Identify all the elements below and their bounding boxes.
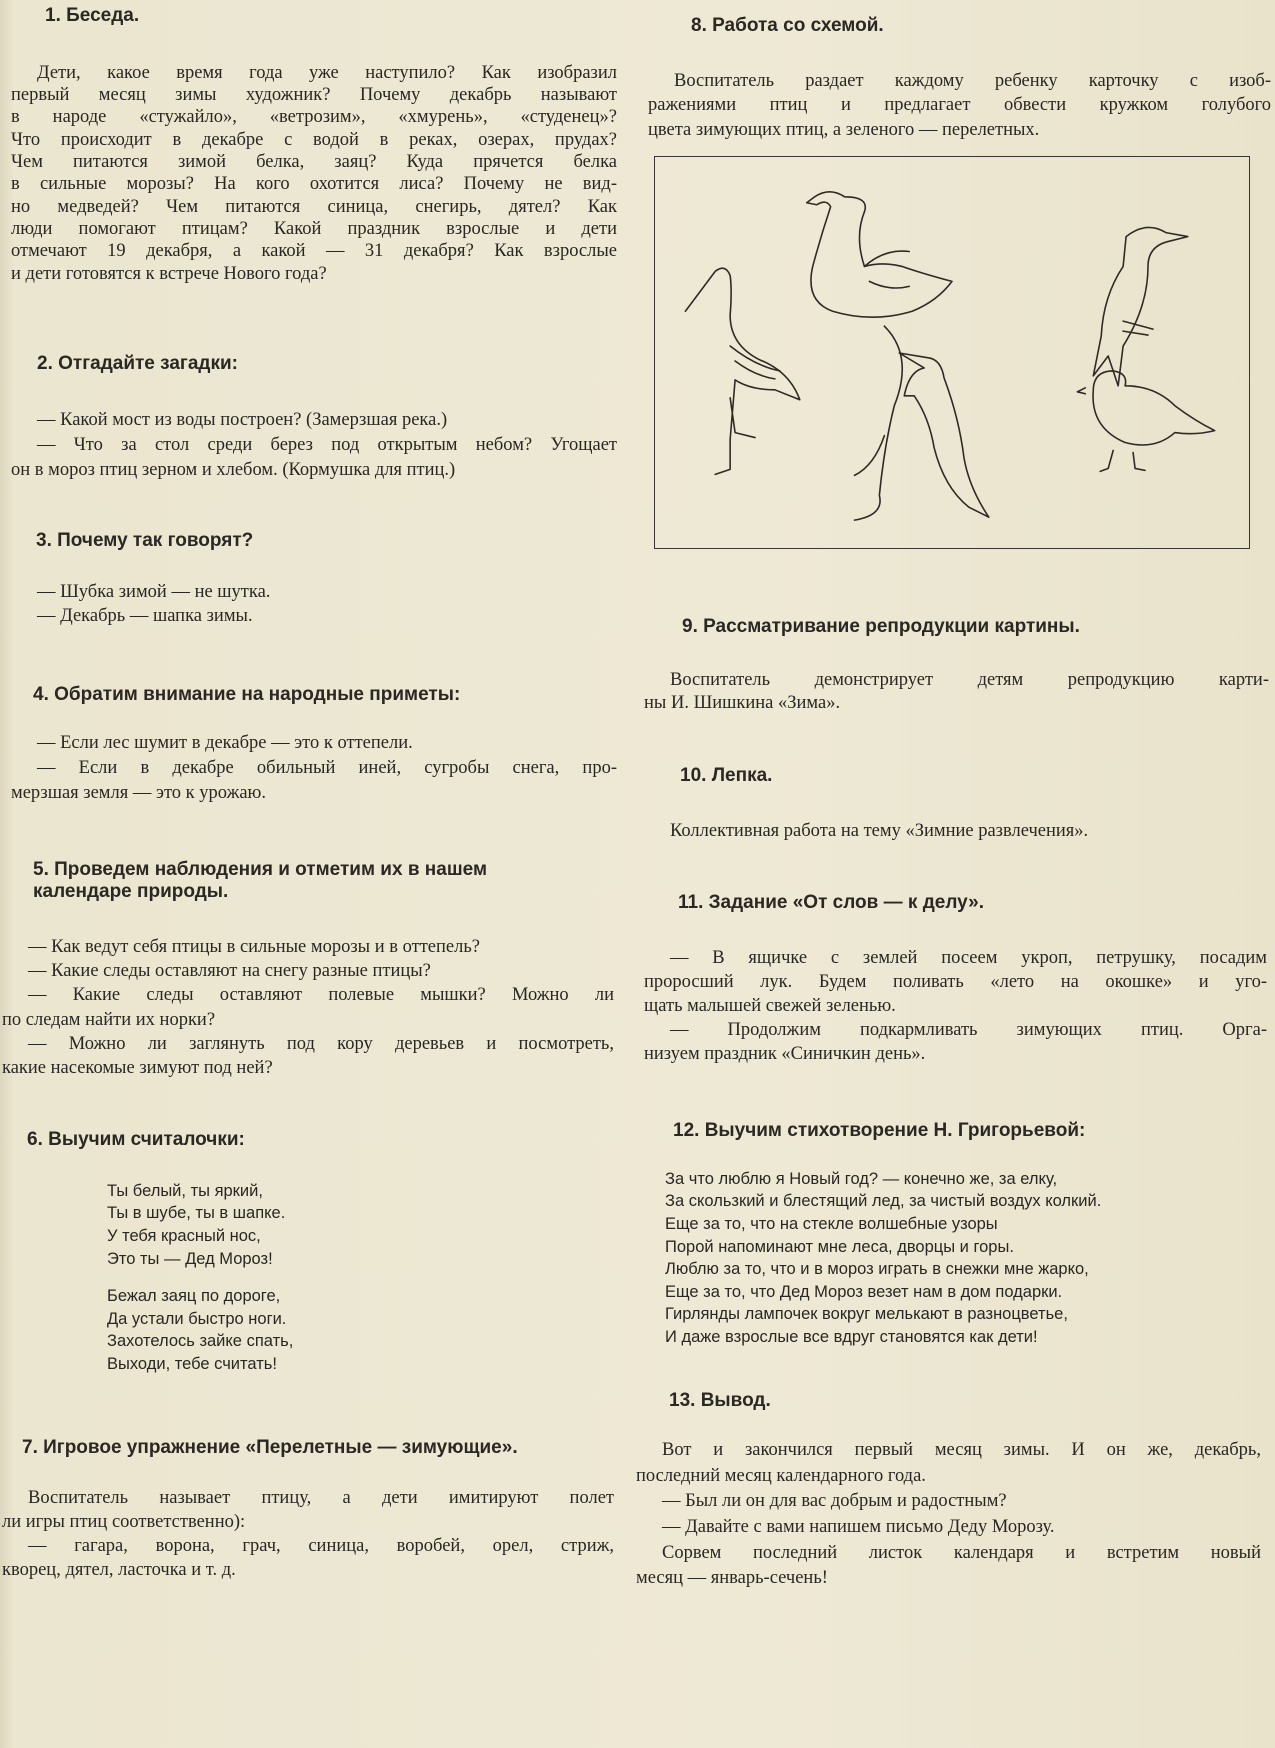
poem-line: У тебя красный нос, xyxy=(107,1226,261,1245)
section-heading: календаре природы. xyxy=(33,881,229,902)
paragraph-line: щать малышей свежей зеленью. xyxy=(644,996,896,1016)
paragraph-line: проросший лук. Будем поливать «лето на окошке» и уго- xyxy=(644,972,1267,992)
paragraph-line: Воспитатель демонстрирует детям репродукцию карти- xyxy=(670,669,1269,690)
section-heading: 3. Почему так говорят? xyxy=(36,530,254,551)
section-heading: 6. Выучим считалочки: xyxy=(27,1129,245,1150)
paragraph-line: — Какие следы оставляют полевые мышки? Можно ли xyxy=(28,985,614,1006)
paragraph-line: он в мороз птиц зерном и хлебом. (Кормушка для птиц.) xyxy=(11,459,456,480)
birds-drawing xyxy=(655,157,1249,548)
paragraph-line: — В ящичке с землей посеем укроп, петрушку, посадим xyxy=(670,948,1267,968)
paragraph-line: в народе «стужайло», «ветрозим», «хмурень», «студенец»? xyxy=(11,107,617,128)
poem-line: И даже взрослые все вдруг становятся как дети! xyxy=(665,1327,1038,1346)
paragraph-line: кворец, дятел, ласточка и т. д. xyxy=(2,1560,236,1580)
paragraph-line: — Как ведут себя птицы в сильные морозы и в оттепель? xyxy=(28,936,480,957)
paragraph-line: отмечают 19 декабря, а какой — 31 декабря? Как взрослые xyxy=(11,241,617,262)
section-heading: 4. Обратим внимание на народные приметы: xyxy=(33,684,461,705)
section-heading: 11. Задание «От слов — к делу». xyxy=(678,892,985,913)
paragraph-line: Воспитатель раздает каждому ребенку карточку с изоб- xyxy=(674,70,1271,91)
paragraph-line: первый месяц зимы художник? Почему декабрь называют xyxy=(11,85,617,106)
section-heading: 8. Работа со схемой. xyxy=(691,15,884,36)
paragraph-line: но медведей? Чем питаются синица, снегирь, дятел? Как xyxy=(11,196,617,217)
paragraph-line: — гагара, ворона, грач, синица, воробей, орел, стриж, xyxy=(28,1536,614,1556)
poem-line: Бежал заяц по дороге, xyxy=(107,1287,281,1306)
paragraph-line: в сильные морозы? На кого охотится лиса? Почему не вид- xyxy=(11,174,617,195)
paragraph-line: — Продолжим подкармливать зимующих птиц. Орга- xyxy=(670,1020,1267,1040)
poem-line: Еще за то, что на стекле волшебные узоры xyxy=(665,1214,998,1233)
paragraph-line: ражениями птиц и предлагает обвести кружком голубого xyxy=(648,95,1271,116)
section-heading: 1. Беседа. xyxy=(45,5,140,26)
woodpecker-drawing xyxy=(854,326,988,520)
poem-line: Выходи, тебе считать! xyxy=(107,1354,277,1373)
paragraph-line: ли игры птиц соответственно): xyxy=(2,1512,246,1532)
poem-line: За скользкий и блестящий лед, за чистый воздух колкий. xyxy=(665,1192,1102,1211)
paragraph-line: — Можно ли заглянуть под кору деревьев и посмотреть, xyxy=(28,1033,614,1054)
swan-drawing xyxy=(807,192,952,317)
paragraph-line: — Шубка зимой — не шутка. xyxy=(37,582,271,602)
paragraph-line: — Если лес шумит в декабре — это к оттепели. xyxy=(37,732,413,753)
section-heading: 13. Вывод. xyxy=(669,1390,771,1411)
crow-drawing xyxy=(1093,227,1188,385)
paragraph-line: Что происходит в декабре с водой в реках, озерах, прудах? xyxy=(11,129,617,150)
paragraph-line: последний месяц календарного года. xyxy=(636,1465,926,1486)
poem-line: Ты белый, ты яркий, xyxy=(107,1181,263,1200)
paragraph-line: — Декабрь — шапка зимы. xyxy=(37,606,253,626)
paragraph-line: Коллективная работа на тему «Зимние развлечения». xyxy=(670,821,1089,841)
paragraph-line: по следам найти их норки? xyxy=(2,1009,216,1030)
paragraph-line: мерзшая земля — это к урожаю. xyxy=(11,782,267,803)
poem-line: Люблю за то, что и в мороз играть в снежки мне жарко, xyxy=(665,1260,1089,1279)
paragraph-line: — Был ли он для вас добрым и радостным? xyxy=(662,1491,1007,1512)
paragraph-line: ны И. Шишкина «Зима». xyxy=(644,692,841,713)
paragraph-line: — Если в декабре обильный иней, сугробы снега, про- xyxy=(37,757,617,778)
paragraph-line: цвета зимующих птиц, а зеленого — перелетных. xyxy=(648,119,1040,140)
section-heading: 12. Выучим стихотворение Н. Григорьевой: xyxy=(673,1120,1086,1141)
section-heading: 7. Игровое упражнение «Перелетные — зимующие». xyxy=(22,1437,518,1458)
poem-line: Захотелось зайке спать, xyxy=(107,1332,294,1351)
section-heading: 10. Лепка. xyxy=(680,765,773,786)
poem-line: Гирлянды лампочек вокруг мелькают в разноцветье, xyxy=(665,1305,1068,1324)
paragraph-line: Чем питаются зимой белка, заяц? Куда прячется белка xyxy=(11,152,617,173)
birds-card-illustration xyxy=(654,156,1250,549)
poem-line: Ты в шубе, ты в шапке. xyxy=(107,1204,286,1223)
paragraph-line: — Давайте с вами напишем письмо Деду Морозу. xyxy=(662,1517,1055,1537)
section-heading: 2. Отгадайте загадки: xyxy=(37,353,238,374)
paragraph-line: — Какие следы оставляют на снегу разные птицы? xyxy=(28,961,431,982)
poem-line: Это ты — Дед Мороз! xyxy=(107,1249,273,1268)
paragraph-line: Сорвем последний листок календаря и встретим новый xyxy=(662,1542,1261,1563)
paragraph-line: люди помогают птицам? Какой праздник взрослые и дети xyxy=(11,218,617,239)
paragraph-line: какие насекомые зимуют под ней? xyxy=(2,1057,273,1078)
paragraph-line: низуем праздник «Синичкин день». xyxy=(644,1044,926,1064)
section-heading: 9. Рассматривание репродукции картины. xyxy=(682,616,1080,637)
paragraph-line: Дети, какое время года уже наступило? Как изобразил xyxy=(37,62,617,83)
bullfinch-drawing xyxy=(1077,371,1214,471)
poem-line: За что люблю я Новый год? — конечно же, за елку, xyxy=(665,1169,1058,1188)
poem-line: Порой напоминают мне леса, дворцы и горы. xyxy=(665,1237,1014,1256)
section-heading: 5. Проведем наблюдения и отметим их в нашем xyxy=(33,859,488,880)
poem-line: Да устали быстро ноги. xyxy=(107,1309,287,1328)
paragraph-line: месяц — январь-сечень! xyxy=(636,1568,828,1589)
paragraph-line: и дети готовятся к встрече Нового года? xyxy=(11,263,327,284)
paragraph-line: Воспитатель называет птицу, а дети имитируют полет xyxy=(28,1488,614,1508)
paragraph-line: — Какой мост из воды построен? (Замерзшая река.) xyxy=(37,409,448,430)
poem-line: Еще за то, что Дед Мороз везет нам в дом подарки. xyxy=(665,1282,1063,1301)
paragraph-line: Вот и закончился первый месяц зимы. И он же, декабрь, xyxy=(662,1440,1261,1461)
stork-drawing xyxy=(685,268,799,474)
paragraph-line: — Что за стол среди берез под открытым небом? Угощает xyxy=(37,434,617,455)
